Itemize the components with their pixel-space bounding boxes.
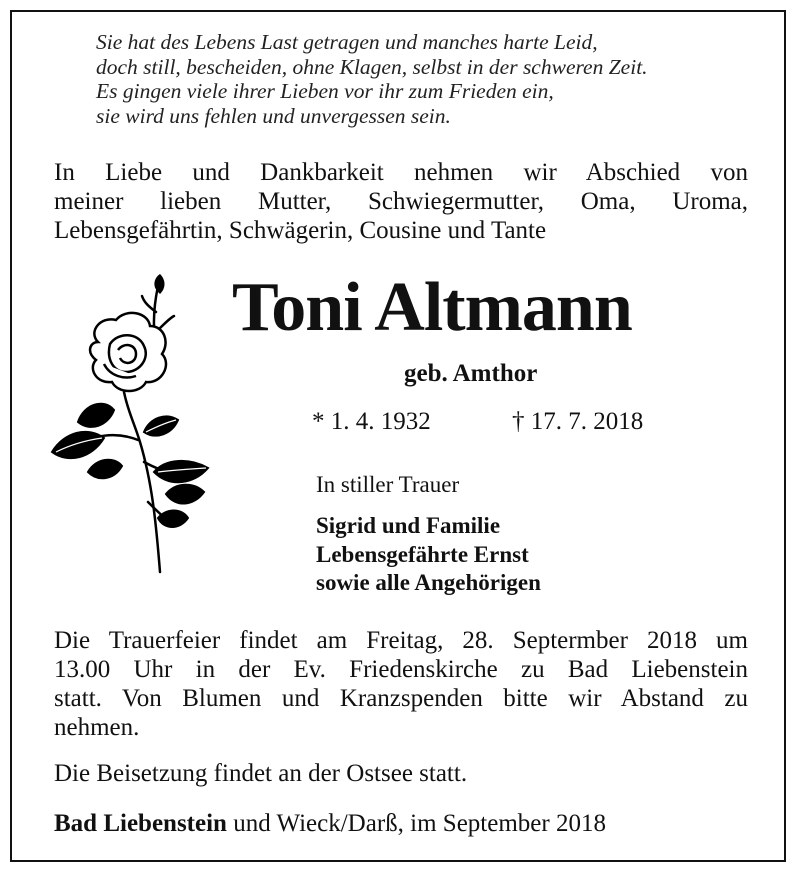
mourner: Lebensgefährte Ernst bbox=[316, 541, 529, 567]
mourners-list bbox=[316, 512, 541, 598]
death-date: † 17. 7. 2018 bbox=[512, 408, 644, 435]
mourner: sowie alle Angehörigen bbox=[316, 570, 541, 595]
poem bbox=[96, 30, 648, 128]
rose-icon bbox=[48, 272, 218, 592]
poem-line: Es gingen viele ihrer Lieben vor ihr zum Frieden ein, bbox=[96, 79, 554, 103]
mourning-phrase: In stiller Trauer bbox=[316, 472, 460, 497]
funeral-line: Die Trauerfeier findet am Freitag, 28. Septermber 2018 um bbox=[54, 627, 748, 654]
funeral-line: statt. Von Blumen und Kranzspenden bitte wir Abstand zu bbox=[54, 685, 748, 712]
place-rest: und Wieck/Darß, im September 2018 bbox=[226, 810, 606, 837]
deceased-name: Toni Altmann bbox=[232, 269, 632, 346]
mourner: Sigrid und Familie bbox=[316, 513, 501, 538]
poem-line: sie wird uns fehlen und unvergessen sein. bbox=[96, 103, 451, 128]
funeral-line: nehmen. bbox=[54, 714, 140, 741]
place-date bbox=[54, 810, 606, 838]
maiden-name: geb. Amthor bbox=[404, 360, 538, 387]
intro-line: Lebensgefährtin, Schwägerin, Cousine und Tante bbox=[54, 217, 547, 244]
place-city: Bad Liebenstein bbox=[54, 810, 227, 837]
intro-text bbox=[54, 158, 748, 245]
poem-line: Sie hat des Lebens Last getragen und manches harte Leid, bbox=[96, 30, 598, 54]
funeral-line: 13.00 Uhr in der Ev. Friedenskirche zu Bad Liebenstein bbox=[54, 656, 748, 683]
burial-info: Die Beisetzung findet an der Ostsee statt. bbox=[54, 760, 468, 787]
poem-line: doch still, bescheiden, ohne Klagen, selbst in der schweren Zeit. bbox=[96, 54, 648, 79]
funeral-info bbox=[54, 626, 748, 742]
birth-date: * 1. 4. 1932 bbox=[312, 408, 431, 435]
intro-line: meiner lieben Mutter, Schwiegermutter, Oma, Uroma, bbox=[54, 188, 748, 215]
intro-line: In Liebe und Dankbarkeit nehmen wir Abschied von bbox=[54, 159, 748, 186]
